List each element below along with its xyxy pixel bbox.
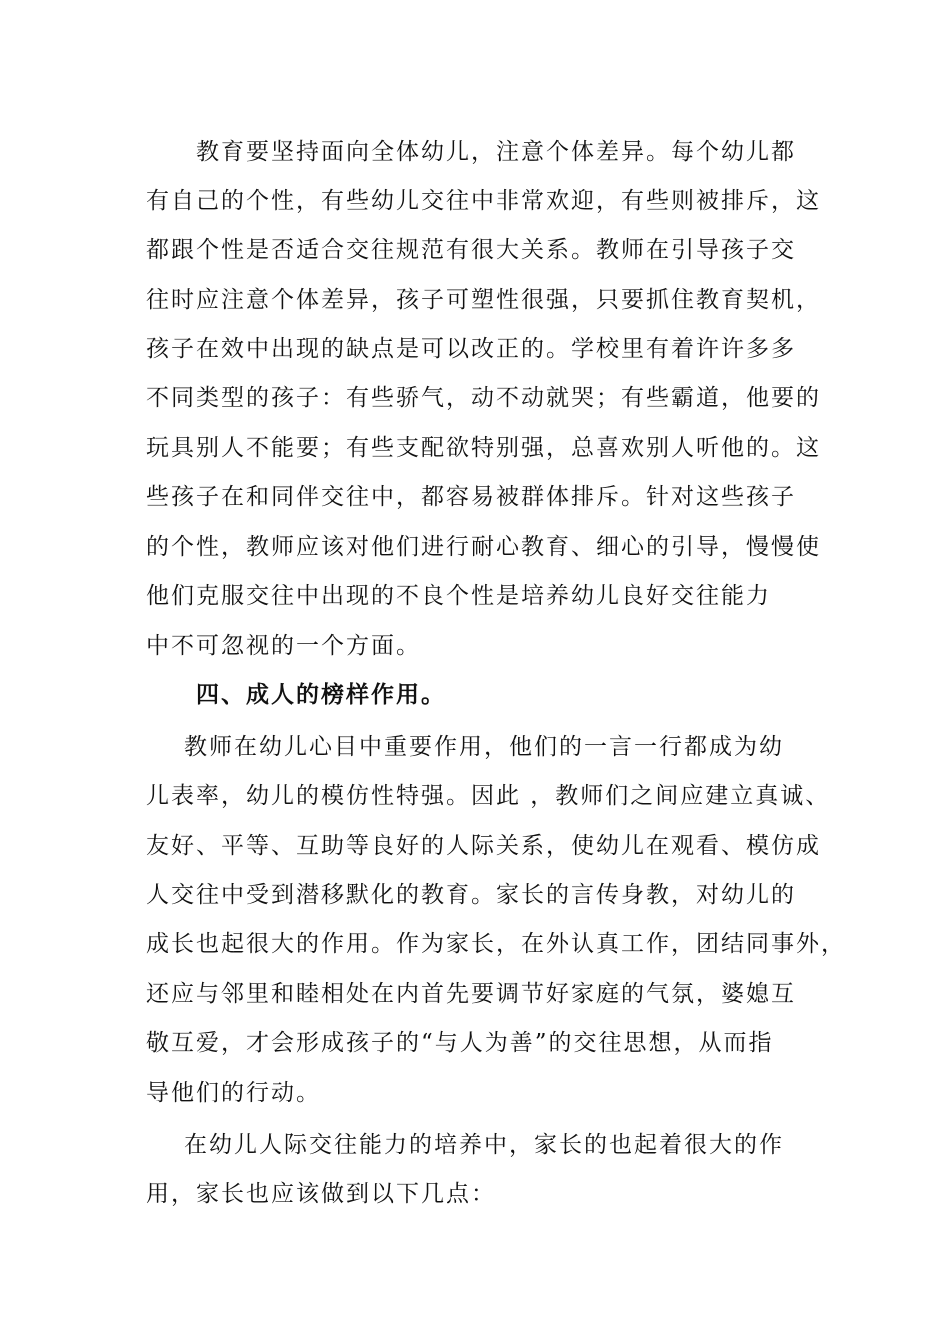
text-line-18: 还应与邻里和睦相处在内首先要调节好家庭的气氛，婆媳互 bbox=[146, 981, 796, 1007]
text-line-10: 他们克服交往中出现的不良个性是培养幼儿良好交往能力 bbox=[146, 583, 771, 609]
text-line-22: 用，家长也应该做到以下几点： bbox=[146, 1181, 496, 1207]
text-line-7: 玩具别人不能要；有些支配欲特别强，总喜欢别人听他的。这 bbox=[146, 435, 821, 461]
text-line-8: 些孩子在和同伴交往中，都容易被群体排斥。针对这些孩子 bbox=[146, 484, 796, 510]
text-line-19: 敬互爱，才会形成孩子的“与人为善”的交往思想，从而指 bbox=[146, 1030, 774, 1056]
text-line-14: 儿表率，幼儿的模仿性特强。因此 ，教师们之间应建立真诚、 bbox=[146, 783, 831, 809]
text-line-3: 都跟个性是否适合交往规范有很大关系。教师在引导孩子交 bbox=[146, 237, 796, 263]
text-line-5: 孩子在效中出现的缺点是可以改正的。学校里有着许许多多 bbox=[146, 336, 796, 362]
section-heading: 四、成人的榜样作用。 bbox=[196, 681, 446, 708]
text-line-16: 人交往中受到潜移默化的教育。家长的言传身教，对幼儿的 bbox=[146, 882, 796, 908]
text-line-17: 成长也起很大的作用。作为家长，在外认真工作，团结同事外， bbox=[146, 931, 846, 957]
text-line-13: 教师在幼儿心目中重要作用，他们的一言一行都成为幼 bbox=[184, 734, 784, 760]
text-line-6: 不同类型的孩子：有些骄气，动不动就哭；有些霸道，他要的 bbox=[146, 385, 821, 411]
text-line-21: 在幼儿人际交往能力的培养中，家长的也起着很大的作 bbox=[184, 1132, 784, 1158]
text-line-4: 往时应注意个体差异，孩子可塑性很强，只要抓住教育契机， bbox=[146, 287, 821, 313]
text-line-11: 中不可忽视的一个方面。 bbox=[146, 633, 421, 659]
text-line-15: 友好、平等、互助等良好的人际关系，使幼儿在观看、模仿成 bbox=[146, 833, 821, 859]
text-line-1: 教育要坚持面向全体幼儿，注意个体差异。每个幼儿都 bbox=[196, 139, 796, 165]
text-line-2: 有自己的个性，有些幼儿交往中非常欢迎，有些则被排斥，这 bbox=[146, 188, 821, 214]
text-line-9: 的个性，教师应该对他们进行耐心教育、细心的引导，慢慢使 bbox=[146, 534, 821, 560]
text-line-20: 导他们的行动。 bbox=[146, 1080, 321, 1106]
